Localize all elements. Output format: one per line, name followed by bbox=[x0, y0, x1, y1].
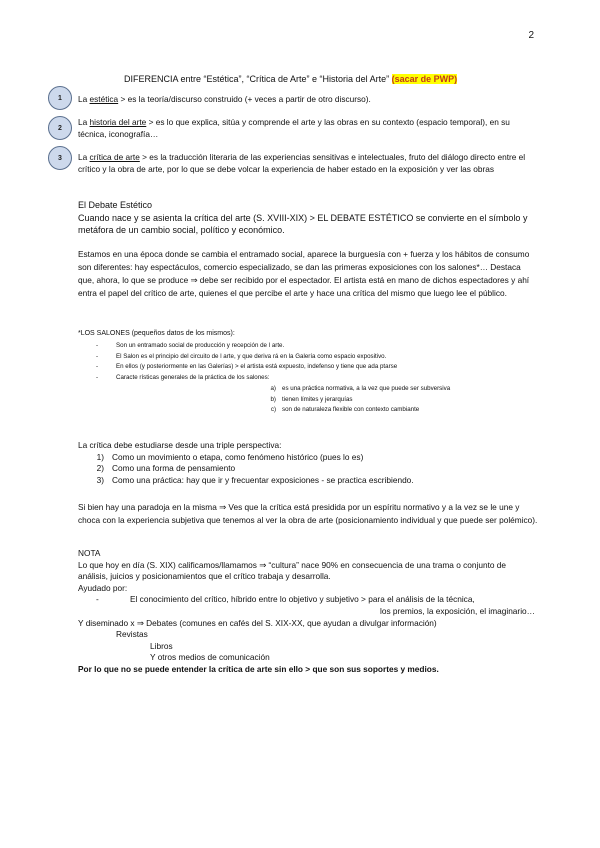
item-text: son de naturaleza flexible con contexto cambiante bbox=[282, 406, 420, 413]
perspectiva-intro: La crítica debe estudiarse desde una triple perspectiva: bbox=[78, 440, 282, 450]
list-item bbox=[96, 362, 526, 373]
item-number: 2) bbox=[96, 463, 104, 474]
debate-text: Cuando nace y se asienta la crítica del arte (S. XVIII-XIX) > EL DEBATE ESTÉTICO se convierte en el símbolo y metáfora de un cambio social, político y económico. bbox=[78, 212, 528, 235]
nota-diseminado: Y diseminado x ⇒ Debates (comunes en cafés del S. XIX-XX, que ayudan a divulgar información) bbox=[78, 617, 437, 628]
list-item bbox=[258, 405, 450, 416]
list-item bbox=[96, 373, 526, 384]
item-text: El Salon es el principio del circuito de l arte, y que deriva rá en la Galería como espacio expositivo. bbox=[116, 352, 387, 360]
def-term: historia del arte bbox=[89, 117, 147, 127]
bullet: - bbox=[96, 363, 99, 370]
def-prefix: La bbox=[78, 94, 90, 104]
item-text: Son un entramado social de producción y recepción de l arte. bbox=[116, 342, 285, 349]
item-text: Como una forma de pensamiento bbox=[112, 463, 236, 474]
list-item bbox=[258, 384, 450, 395]
list-item bbox=[258, 395, 450, 406]
salones-sublist bbox=[258, 384, 450, 416]
salones-heading: *LOS SALONES (pequeños datos de los mismos): bbox=[78, 330, 235, 337]
def-text: > es la traducción literaria de las experiencias sensitivas e intelectuales, fruto del diálogo directo entre el crítico y la obra de arte, por lo que se debe volcar la experiencia de haber estado en la exposición y ver las obras bbox=[78, 152, 526, 174]
def-term: estética bbox=[89, 94, 119, 104]
def-prefix: La bbox=[78, 117, 90, 127]
item-number: 1) bbox=[96, 451, 104, 462]
page-number: 2 bbox=[528, 30, 534, 41]
item-text: Caracte rísticas generales de la práctica de los salones: bbox=[116, 373, 270, 381]
title-highlight: (sacar de PWP) bbox=[391, 74, 458, 84]
list-item bbox=[78, 594, 538, 606]
salones-section bbox=[78, 328, 538, 339]
list-item bbox=[96, 341, 526, 352]
nota-text: Lo que hoy en día (S. XIX) calificamos/llamamos ⇒ “cultura” nace 90% en consecuencia de una trama o conjunto de análisis, juicios y posicionamientos que el crítico trabaja y desarrolla. bbox=[78, 559, 507, 582]
list-item bbox=[78, 452, 538, 464]
paradoja-paragraph: Si bien hay una paradoja en la misma ⇒ Ves que la crítica está presidida por un espíritu normativo y a la vez se le une y choca con la experiencia subjetiva que tenemos al ver la obra de arte (posicionamiento individual y que puede ser polémico). bbox=[78, 502, 538, 525]
circle-number-1 bbox=[48, 86, 72, 110]
item-text: es una práctica normativa, a la vez que puede ser subversiva bbox=[282, 385, 451, 392]
item-label: a) bbox=[270, 385, 276, 392]
list-item bbox=[78, 475, 538, 487]
item-label: c) bbox=[270, 406, 276, 413]
item-continuation: los premios, la exposición, el imaginario… bbox=[380, 605, 535, 616]
def-term: crítica de arte bbox=[89, 152, 140, 162]
page-title bbox=[124, 74, 457, 84]
nota-otros: Y otros medios de comunicación bbox=[150, 652, 270, 663]
circle-label: 3 bbox=[58, 154, 62, 162]
circle-number-3 bbox=[48, 146, 72, 170]
bullet: - bbox=[96, 342, 99, 349]
item-text: Como un movimiento o etapa, como fenómeno histórico (pues lo es) bbox=[112, 451, 364, 462]
definition-estetica bbox=[78, 94, 538, 106]
debate-section bbox=[78, 199, 538, 237]
title-text: DIFERENCIA entre “Estética”, “Crítica de Arte” e “Historia del Arte” bbox=[124, 74, 390, 84]
item-text: En ellos (y posteriormente en las Galerías) > el artista está expuesto, indefenso y tiene que ada ptarse bbox=[116, 363, 398, 370]
item-text: El conocimiento del crítico, híbrido entre lo objetivo y subjetivo > para el análisis de la técnica, bbox=[130, 594, 475, 605]
def-text: > es la teoría/discurso construido (+ veces a partir de otro discurso). bbox=[118, 94, 371, 104]
context-paragraph: Estamos en una época donde se cambia el entramado social, aparece la burguesía con + fuerza y los hábitos de consumo son diferentes: hay espectáculos, comercio especializado, se dan las primeras exposiciones con los salones*… Destaca que, ahora, lo que se produce ⇒ debe ser recibido por el espectador. El artista está en mano de dichos espectadores y ahí entra el papel del crítico de arte, quienes el que percibe el arte y hace una crítica del mismo que luego lee el público. bbox=[78, 249, 530, 298]
salones-list bbox=[96, 341, 526, 383]
nota-revistas: Revistas bbox=[116, 629, 148, 640]
debate-heading: El Debate Estético bbox=[78, 200, 153, 210]
list-item bbox=[78, 463, 538, 475]
item-number: 3) bbox=[96, 474, 104, 485]
nota-section bbox=[78, 548, 538, 676]
definition-critica bbox=[78, 152, 538, 175]
circle-label: 2 bbox=[58, 124, 62, 132]
circle-number-2 bbox=[48, 116, 72, 140]
item-label: b) bbox=[270, 395, 276, 403]
bullet: - bbox=[96, 352, 99, 360]
item-text: tienen límites y jerarquías bbox=[282, 395, 353, 403]
def-text: > es lo que explica, sitúa y comprende el arte y las obras en su contexto (espacio temporal), en su técnica, iconografía… bbox=[78, 117, 510, 139]
nota-ayudado: Ayudado por: bbox=[78, 582, 128, 593]
circle-label: 1 bbox=[58, 94, 62, 102]
nota-heading: NOTA bbox=[78, 548, 101, 558]
bullet: - bbox=[96, 373, 99, 381]
nota-libros: Libros bbox=[150, 640, 173, 651]
nota-conclusion: Por lo que no se puede entender la crítica de arte sin ello > que son sus soportes y medios. bbox=[78, 663, 439, 674]
bullet: - bbox=[96, 594, 99, 605]
list-item bbox=[96, 352, 526, 363]
def-prefix: La bbox=[78, 152, 90, 162]
item-text: Como una práctica: hay que ir y frecuentar exposiciones - se practica escribiendo. bbox=[112, 474, 414, 485]
perspectiva-section bbox=[78, 440, 538, 486]
definition-historia bbox=[78, 117, 538, 140]
